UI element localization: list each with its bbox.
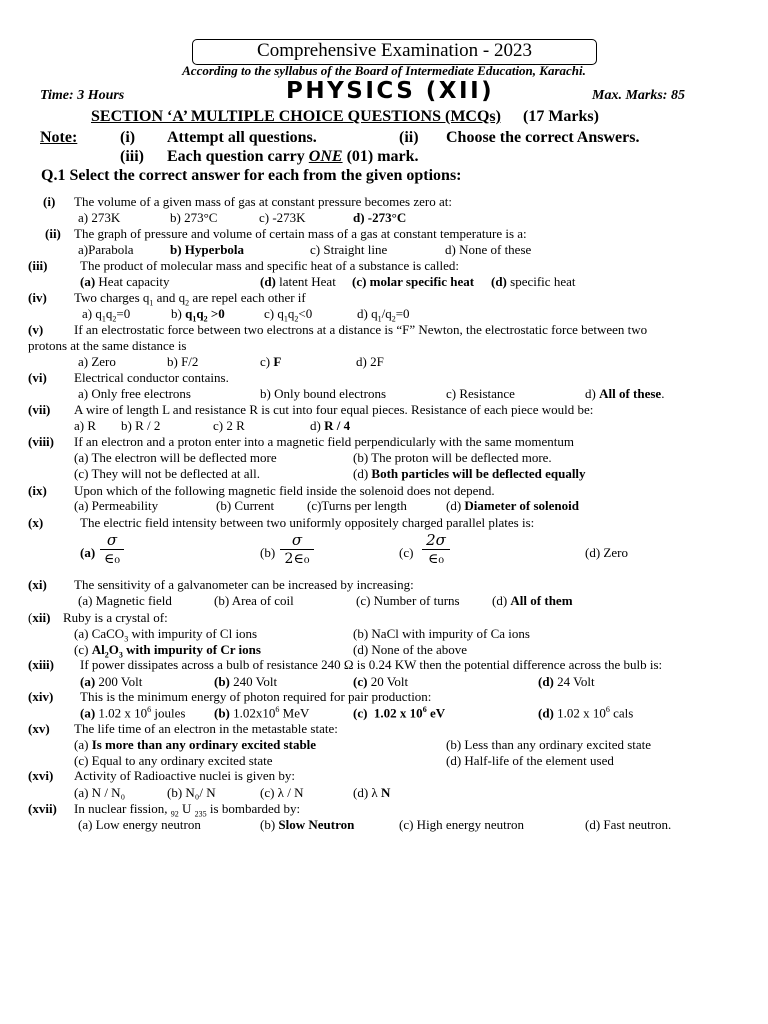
option-a: a)Parabola xyxy=(78,242,134,257)
option-a: a) Zero xyxy=(78,354,116,369)
option-c: (c) 20 Volt xyxy=(353,674,409,689)
option-c: (c) Equal to any ordinary excited state xyxy=(74,753,273,768)
option-c: (c) xyxy=(399,545,414,560)
max-marks: Max. Marks: 85 xyxy=(592,88,685,103)
note-3-text: Each question carry ONE (01) mark. xyxy=(167,148,419,165)
option-c: (c) They will not be deflected at all. xyxy=(74,466,261,481)
question-text: Two charges $q_1$ and $q_2$ are repel each other if xyxy=(74,290,306,308)
option-d: (d) Half-life of the element used xyxy=(446,753,614,768)
question-text: This is the minimum energy of photon required for pair production: xyxy=(80,689,432,704)
option-b: (b) The proton will be deflected more. xyxy=(353,450,552,465)
question-number: (xvi) xyxy=(28,768,54,783)
fraction-sigma-over-epsilon: σ ∈₀ xyxy=(100,532,124,567)
question-number: (xiii) xyxy=(28,657,54,672)
option-b: b) F/2 xyxy=(167,354,199,369)
option-a: (a) 200 Volt xyxy=(80,674,143,689)
option-c: (c)Turns per length xyxy=(307,498,407,513)
question-number: (xi) xyxy=(28,577,47,592)
question-text: Activity of Radioactive nuclei is given by: xyxy=(74,768,295,783)
question-number: (x) xyxy=(28,515,44,530)
option-a: (a) 1.02 x $10^6$ joules xyxy=(80,705,186,721)
option-d: (d) Both particles will be deflected equally xyxy=(353,466,586,481)
option-a: (a) Is more than any ordinary excited stable xyxy=(74,737,317,752)
board-line: According to the syllabus of the Board of Intermediate Education, Karachi. xyxy=(182,63,586,78)
subject-title: PHYSICS (XII) xyxy=(286,78,495,104)
option-b: (b) $1.02x10^6$ MeV xyxy=(214,705,310,721)
option-c: c) -273K xyxy=(259,210,306,225)
option-c: c) F xyxy=(260,354,282,369)
note-3-num: (iii) xyxy=(120,148,144,165)
q1-heading: Q.1 Select the correct answer for each from the given options: xyxy=(41,167,462,184)
question-text: The volume of a given mass of gas at constant pressure becomes zero at: xyxy=(74,194,452,209)
question-text-continued: protons at the same distance is xyxy=(28,338,187,353)
option-d: (d) Fast neutron. xyxy=(585,817,672,832)
question-number: (i) xyxy=(43,194,56,209)
option-b: b) 273°C xyxy=(170,210,218,225)
question-number: (xii) xyxy=(28,610,51,625)
option-d: (d) 1.02 x $10^6$ cals xyxy=(538,705,634,721)
question-number: (ix) xyxy=(28,483,47,498)
question-number: (vi) xyxy=(28,370,47,385)
question-text: If an electron and a proton enter into a magnetic field perpendicularly with the same momentum xyxy=(74,434,574,449)
option-b: (b) 240 Volt xyxy=(214,674,278,689)
option-c: (c) High energy neutron xyxy=(399,817,525,832)
option-b: (d) latent Heat xyxy=(260,274,336,289)
fraction-2sigma-over-epsilon: 2σ ∈₀ xyxy=(422,532,450,567)
option-b: (b) Current xyxy=(216,498,275,513)
question-text: If an electrostatic force between two electrons at a distance is “F” Newton, the electrostatic force between two xyxy=(74,322,648,337)
option-d: (d) Diameter of solenoid xyxy=(446,498,579,513)
option-b: b) R / 2 xyxy=(121,418,161,433)
question-text: Electrical conductor contains. xyxy=(74,370,229,385)
question-text: The sensitivity of a galvanometer can be increased by increasing: xyxy=(74,577,414,592)
option-d: (d) λ N xyxy=(353,785,391,800)
option-c: (c) $Al_2O_3$ with impurity of Cr ions xyxy=(74,642,261,660)
question-text: In nuclear fission, $_{92}$ U $_{235}$ is bombarded by: xyxy=(74,801,301,819)
note-1-num: (i) xyxy=(120,129,136,146)
option-a: (a) xyxy=(80,545,96,560)
option-a: (a) Magnetic field xyxy=(78,593,172,608)
option-d: d) None of these xyxy=(445,242,532,257)
fraction-sigma-over-2-epsilon: σ 2∈₀ xyxy=(280,532,314,567)
question-number: (xiv) xyxy=(28,689,54,704)
question-text: The electric field intensity between two uniformly oppositely charged parallel plates is: xyxy=(80,515,535,530)
option-b: (b) Area of coil xyxy=(214,593,294,608)
question-text: The product of molecular mass and specific heat of a substance is called: xyxy=(80,258,460,273)
note-label: Note: xyxy=(40,129,78,146)
option-c: c) 2 R xyxy=(213,418,245,433)
section-heading xyxy=(91,109,599,125)
option-a: (a) Permeability xyxy=(74,498,159,513)
option-d: (d) Zero xyxy=(585,545,628,560)
option-b: (b) xyxy=(260,545,276,560)
option-b: (b) Less than any ordinary excited state xyxy=(446,737,652,752)
option-a: a) 273K xyxy=(78,210,121,225)
question-text: Ruby is a crystal of: xyxy=(63,610,168,625)
option-b: (b) N₀/ N xyxy=(167,785,216,800)
section-marks: (17 Marks) xyxy=(522,108,599,125)
note-2-text: Choose the correct Answers. xyxy=(446,129,640,146)
option-a: a) $q_1q_2=0$ xyxy=(82,306,131,324)
option-c: (c) molar specific heat xyxy=(352,274,475,289)
option-c: (c) 1.02 x $10^6$ eV xyxy=(353,705,446,721)
section-title: SECTION ‘A’ MULTIPLE CHOICE QUESTIONS (MCQs) xyxy=(91,108,501,125)
question-number: (vii) xyxy=(28,402,51,417)
question-text: A wire of length L and resistance R is cut into four equal pieces. Resistance of each piece would be: xyxy=(74,402,594,417)
option-d: (d) 24 Volt xyxy=(538,674,595,689)
question-text: The life time of an electron in the metastable state: xyxy=(74,721,338,736)
option-c: (c) λ / N xyxy=(260,785,304,800)
option-b: b) $q_1q_2 >0$ xyxy=(171,306,225,324)
option-a: (a) Heat capacity xyxy=(80,274,170,289)
question-number: (xv) xyxy=(28,721,50,736)
option-d: d) -273°C xyxy=(353,210,407,225)
note-1-text: Attempt all questions. xyxy=(167,129,317,146)
question-number: (v) xyxy=(28,322,44,337)
option-d: (d) All of them xyxy=(492,593,573,608)
option-b: b) Hyperbola xyxy=(170,242,245,257)
exam-time: Time: 3 Hours xyxy=(40,88,125,103)
option-b: (b) Slow Neutron xyxy=(260,817,355,832)
option-c: c) Resistance xyxy=(446,386,515,401)
option-d: d) 2F xyxy=(356,354,384,369)
option-a: a) R xyxy=(74,418,97,433)
option-d: d) $q_1/q_2=0$ xyxy=(357,306,410,324)
option-c: c) $q_1q_2<0$ xyxy=(264,306,313,324)
question-text: Upon which of the following magnetic field inside the solenoid does not depend. xyxy=(74,483,495,498)
option-c: c) Straight line xyxy=(310,242,388,257)
option-d: (d) None of the above xyxy=(353,642,468,657)
question-number: (xvii) xyxy=(28,801,57,816)
option-a: a) Only free electrons xyxy=(78,386,191,401)
exam-title: Comprehensive Examination - 2023 xyxy=(192,39,597,65)
option-a: (a) CaCO$_3$ with impurity of Cl ions xyxy=(74,626,258,644)
question-number: (viii) xyxy=(28,434,54,449)
question-number: (ii) xyxy=(45,226,61,241)
question-text: The graph of pressure and volume of certain mass of a gas at constant temperature is a: xyxy=(74,226,527,241)
option-b: (b) NaCl with impurity of Ca ions xyxy=(353,626,530,641)
option-d: d) R / 4 xyxy=(310,418,351,433)
option-a: (a) N / N₀ xyxy=(74,785,126,800)
option-d: (d) specific heat xyxy=(491,274,576,289)
option-b: b) Only bound electrons xyxy=(260,386,387,401)
question-text: If power dissipates across a bulb of resistance 240 Ω is 0.24 KW then the potential difference across the bulb is: xyxy=(80,657,663,672)
option-c: (c) Number of turns xyxy=(356,593,460,608)
option-d: d) All of these. xyxy=(585,386,665,401)
question-number: (iii) xyxy=(28,258,48,273)
option-a: (a) Low energy neutron xyxy=(78,817,201,832)
note-2-num: (ii) xyxy=(399,129,419,146)
option-a: (a) The electron will be deflected more xyxy=(74,450,277,465)
question-number: (iv) xyxy=(28,290,47,305)
